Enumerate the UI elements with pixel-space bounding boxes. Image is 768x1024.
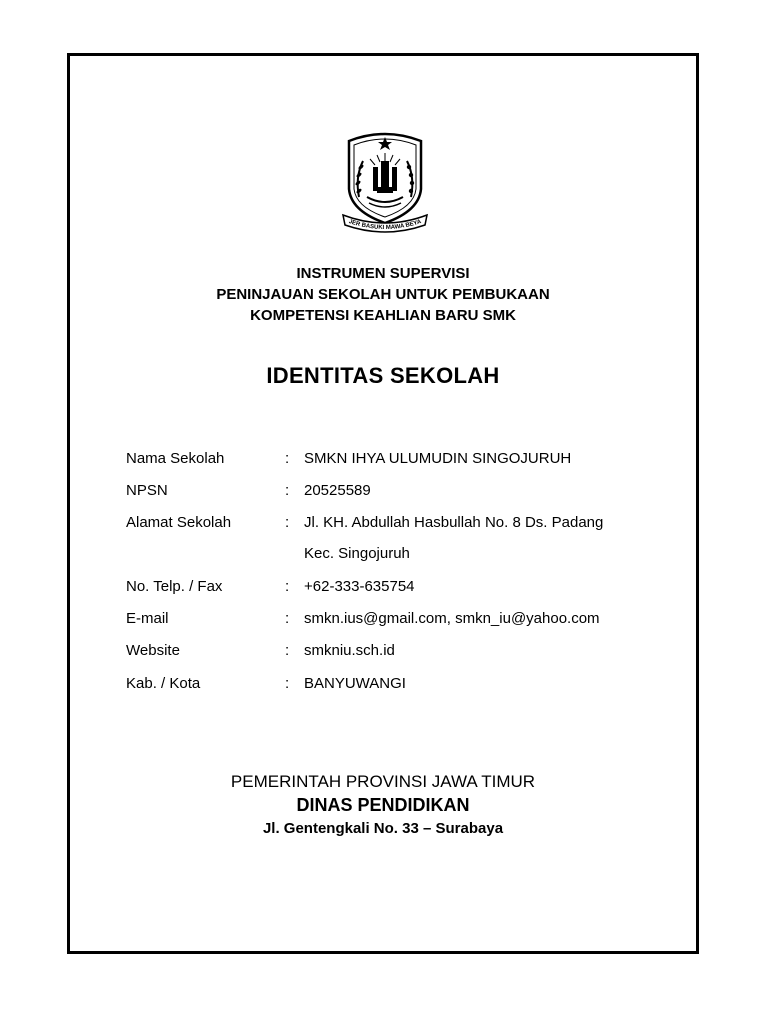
field-label: No. Telp. / Fax <box>126 578 223 595</box>
title-line-2: PENINJAUAN SEKOLAH UNTUK PEMBUKAAN <box>216 286 550 303</box>
footer-block <box>67 771 699 840</box>
field-separator: : <box>285 578 290 595</box>
field-label: Alamat Sekolah <box>126 514 232 531</box>
field-value-line-2: Kec. Singojuruh <box>304 545 410 562</box>
field-separator: : <box>285 450 290 467</box>
field-separator: : <box>285 675 290 692</box>
field-separator: : <box>285 610 290 627</box>
field-separator: : <box>285 482 290 499</box>
emblem-motto: JER BASUKI MAWA BEYA <box>347 219 423 232</box>
field-value: BANYUWANGI <box>304 675 406 692</box>
field-label: Kab. / Kota <box>126 675 201 692</box>
page-heading: IDENTITAS SEKOLAH <box>266 363 500 388</box>
field-value: smkniu.sch.id <box>304 642 395 659</box>
field-value: +62-333-635754 <box>304 578 415 595</box>
title-line-1: INSTRUMEN SUPERVISI <box>296 265 470 282</box>
field-separator: : <box>285 642 290 659</box>
footer-address: Jl. Gentengkali No. 33 – Surabaya <box>262 820 504 837</box>
field-label: Website <box>126 642 180 659</box>
footer-agency: DINAS PENDIDIKAN <box>296 795 470 815</box>
field-label: E-mail <box>126 610 169 627</box>
footer-government: PEMERINTAH PROVINSI JAWA TIMUR <box>230 772 536 791</box>
field-value: Jl. KH. Abdullah Hasbullah No. 8 Ds. Padang <box>304 514 604 531</box>
jawa-timur-emblem-icon <box>341 127 429 237</box>
field-label: NPSN <box>126 482 168 499</box>
field-value: smkn.ius@gmail.com, smkn_iu@yahoo.com <box>304 610 600 627</box>
title-line-3: KOMPETENSI KEAHLIAN BARU SMK <box>250 307 516 324</box>
field-value: SMKN IHYA ULUMUDIN SINGOJURUH <box>304 450 572 467</box>
field-separator: : <box>285 514 290 531</box>
document-title <box>67 263 699 326</box>
field-label: Nama Sekolah <box>126 450 225 467</box>
field-value: 20525589 <box>304 482 371 499</box>
